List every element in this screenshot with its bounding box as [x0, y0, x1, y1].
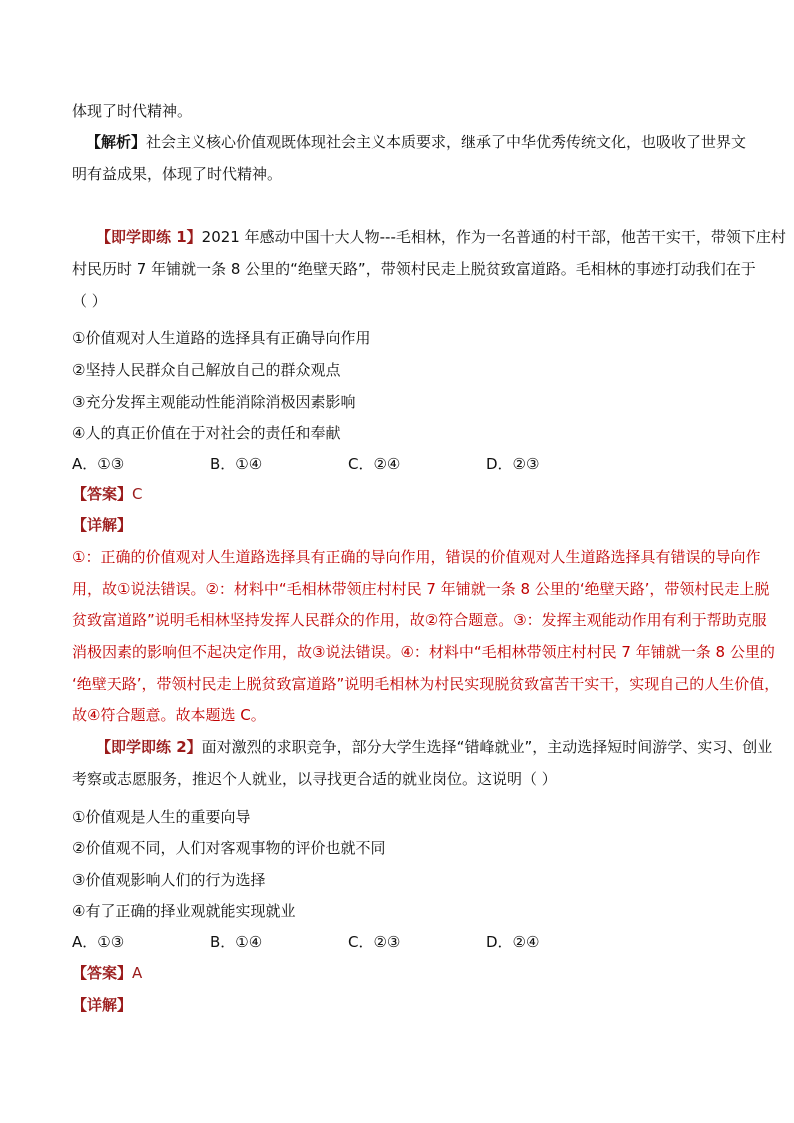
q2-statement-1: ①价值观是人生的重要向导 — [72, 808, 251, 826]
q2-statement-4: ④有了正确的择业观就能实现就业 — [72, 902, 296, 920]
q1-detail-label-line — [72, 514, 132, 536]
q1-detail-line-5: ‘绝壁天路’，带领村民走上脱贫致富道路”说明毛相林为村民实现脱贫致富苦干实干，实现自己的人生价值， — [72, 675, 780, 693]
q1-option-b: B．①④ — [210, 455, 263, 473]
q1-stem-line-1 — [96, 226, 786, 248]
q2-detail-label-line — [72, 994, 132, 1016]
intro-line: 体现了时代精神。 — [72, 102, 193, 120]
q2-statement-3: ③价值观影响人们的行为选择 — [72, 871, 266, 889]
q2-answer-label: 【答案】 — [72, 964, 133, 982]
q1-answer-line — [72, 483, 143, 505]
q1-stem-text-1: 2021 年感动中国十大人物---毛相林，作为一名普通的村干部，他苦干实干，带领下庄村 — [201, 228, 786, 246]
q2-option-a: A．①③ — [72, 933, 125, 951]
q1-option-d: D．②③ — [486, 455, 540, 473]
q2-answer-value: A — [132, 964, 143, 982]
q1-option-c: C．②④ — [348, 455, 401, 473]
q1-statement-2: ②坚持人民群众自己解放自己的群众观点 — [72, 361, 341, 379]
q1-option-a: A．①③ — [72, 455, 125, 473]
q1-statement-3: ③充分发挥主观能动性能消除消极因素影响 — [72, 393, 356, 411]
q2-answer-line — [72, 962, 142, 984]
q1-stem-line-2: 村民历时 7 年铺就一条 8 公里的“绝壁天路”，带领村民走上脱贫致富道路。毛相林的事迹打动我们在于 — [72, 260, 756, 278]
q1-detail-label: 【详解】 — [72, 516, 133, 534]
q1-detail-line-4: 消极因素的影响但不起决定作用，故③说法错误。④：材料中“毛相林带领庄村村民 7 年铺就一条 8 公里的 — [72, 643, 775, 661]
q2-statement-2: ②价值观不同，人们对客观事物的评价也就不同 — [72, 839, 386, 857]
analysis-text-1: 社会主义核心价值观既体现社会主义本质要求，继承了中华优秀传统文化，也吸收了世界文 — [146, 133, 747, 151]
q1-detail-line-3: 贫致富道路”说明毛相林坚持发挥人民群众的作用，故②符合题意。③：发挥主观能动作用有利于帮助克服 — [72, 611, 767, 629]
q1-detail-line-2: 用，故①说法错误。②：材料中“毛相林带领庄村村民 7 年铺就一条 8 公里的‘绝壁天路’，带领村民走上脱 — [72, 580, 770, 598]
q2-stem-line-1 — [96, 736, 772, 758]
q1-answer-label: 【答案】 — [72, 485, 133, 503]
q1-detail-line-6: 故④符合题意。故本题选 C。 — [72, 706, 266, 724]
q2-label: 【即学即练 2】 — [96, 738, 202, 756]
q2-option-c: C．②③ — [348, 933, 401, 951]
q1-label: 【即学即练 1】 — [96, 228, 202, 246]
q1-answer-blank: （ ） — [72, 292, 107, 310]
q1-answer-value: C — [132, 485, 143, 503]
q2-option-b: B．①④ — [210, 933, 263, 951]
analysis-paragraph-line-1 — [86, 131, 746, 153]
analysis-paragraph-line-2: 明有益成果，体现了时代精神。 — [72, 165, 283, 183]
q1-statement-4: ④人的真正价值在于对社会的责任和奉献 — [72, 424, 341, 442]
q1-statement-1: ①价值观对人生道路的选择具有正确导向作用 — [72, 329, 371, 347]
analysis-label: 【解析】 — [86, 133, 147, 151]
q2-option-d: D．②④ — [486, 933, 540, 951]
q2-stem-text-1: 面对激烈的求职竞争，部分大学生选择“错峰就业”，主动选择短时间游学、实习、创业 — [201, 738, 773, 756]
q2-stem-line-2: 考察或志愿服务，推迟个人就业，以寻找更合适的就业岗位。这说明（ ） — [72, 770, 557, 788]
q2-detail-label: 【详解】 — [72, 996, 133, 1014]
q1-detail-line-1: ①：正确的价值观对人生道路选择具有正确的导向作用，错误的价值观对人生道路选择具有错误的导向作 — [72, 548, 761, 566]
